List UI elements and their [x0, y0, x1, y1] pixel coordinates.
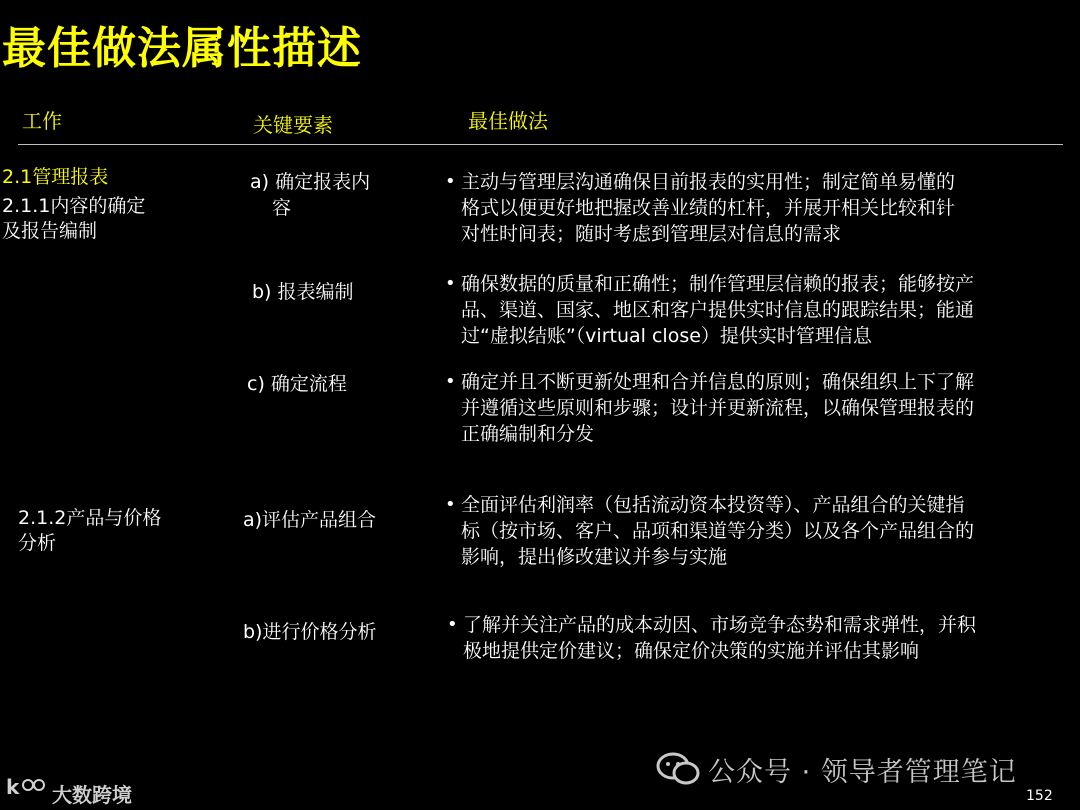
subsection-label: 2.1.2产品与价格 分析	[18, 507, 162, 554]
page-title: 最佳做法属性描述	[2, 23, 362, 74]
bullet-icon: •	[445, 371, 456, 392]
key-element-c: c) 确定流程	[247, 373, 347, 395]
header-divider	[18, 144, 1063, 145]
svg-text:k: k	[6, 775, 20, 799]
section-label: 2.1管理报表	[2, 166, 109, 188]
bullet-icon: •	[447, 614, 458, 635]
key-element-b: b)进行价格分析	[243, 621, 377, 643]
best-practice-item: • 确保数据的质量和正确性；制作管理层信赖的报表；能够按产 品、渠道、国家、地区和客户提供实时信息的跟踪结果；能通 过“虚拟结账”（virtual close）提供实时管理信息	[445, 273, 975, 347]
best-practice-item: • 确定并且不断更新处理和合并信息的原则；确保组织上下了解 并遵循这些原则和步骤；设计并更新流程，以确保管理报表的 正确编制和分发	[445, 371, 975, 445]
header-work: 工作	[22, 109, 62, 133]
watermark-text: 公众号 · 领导者管理笔记	[708, 757, 1017, 788]
logo-text: 大数跨境	[52, 783, 132, 807]
logo-icon	[6, 774, 48, 804]
bullet-icon: •	[445, 171, 456, 192]
header-key-elements: 关键要素	[253, 113, 333, 137]
subsection-label: 2.1.1内容的确定 及报告编制	[2, 195, 146, 242]
key-element-b: b) 报表编制	[252, 281, 354, 303]
header-best-practice: 最佳做法	[468, 109, 548, 133]
key-element-a: a)评估产品组合	[243, 509, 377, 531]
wechat-icon	[656, 752, 702, 790]
bullet-icon: •	[445, 273, 456, 294]
key-element-a: a) 确定报表内 容	[250, 171, 371, 219]
best-practice-item: • 了解并关注产品的成本动因、市场竞争态势和需求弹性，并积 极地提供定价建议；确保定价决策的实施并评估其影响	[447, 614, 977, 662]
best-practice-item: • 全面评估利润率（包括流动资本投资等）、产品组合的关键指 标（按市场、客户、品项和渠道等分类）以及各个产品组合的 影响，提出修改建议并参与实施	[445, 494, 975, 568]
best-practice-item: • 主动与管理层沟通确保目前报表的实用性；制定简单易懂的 格式以便更好地把握改善业绩的杠杆，并展开相关比较和针 对性时间表；随时考虑到管理层对信息的需求	[445, 171, 956, 245]
page-number: 152	[1026, 788, 1053, 804]
bullet-icon: •	[445, 494, 456, 515]
